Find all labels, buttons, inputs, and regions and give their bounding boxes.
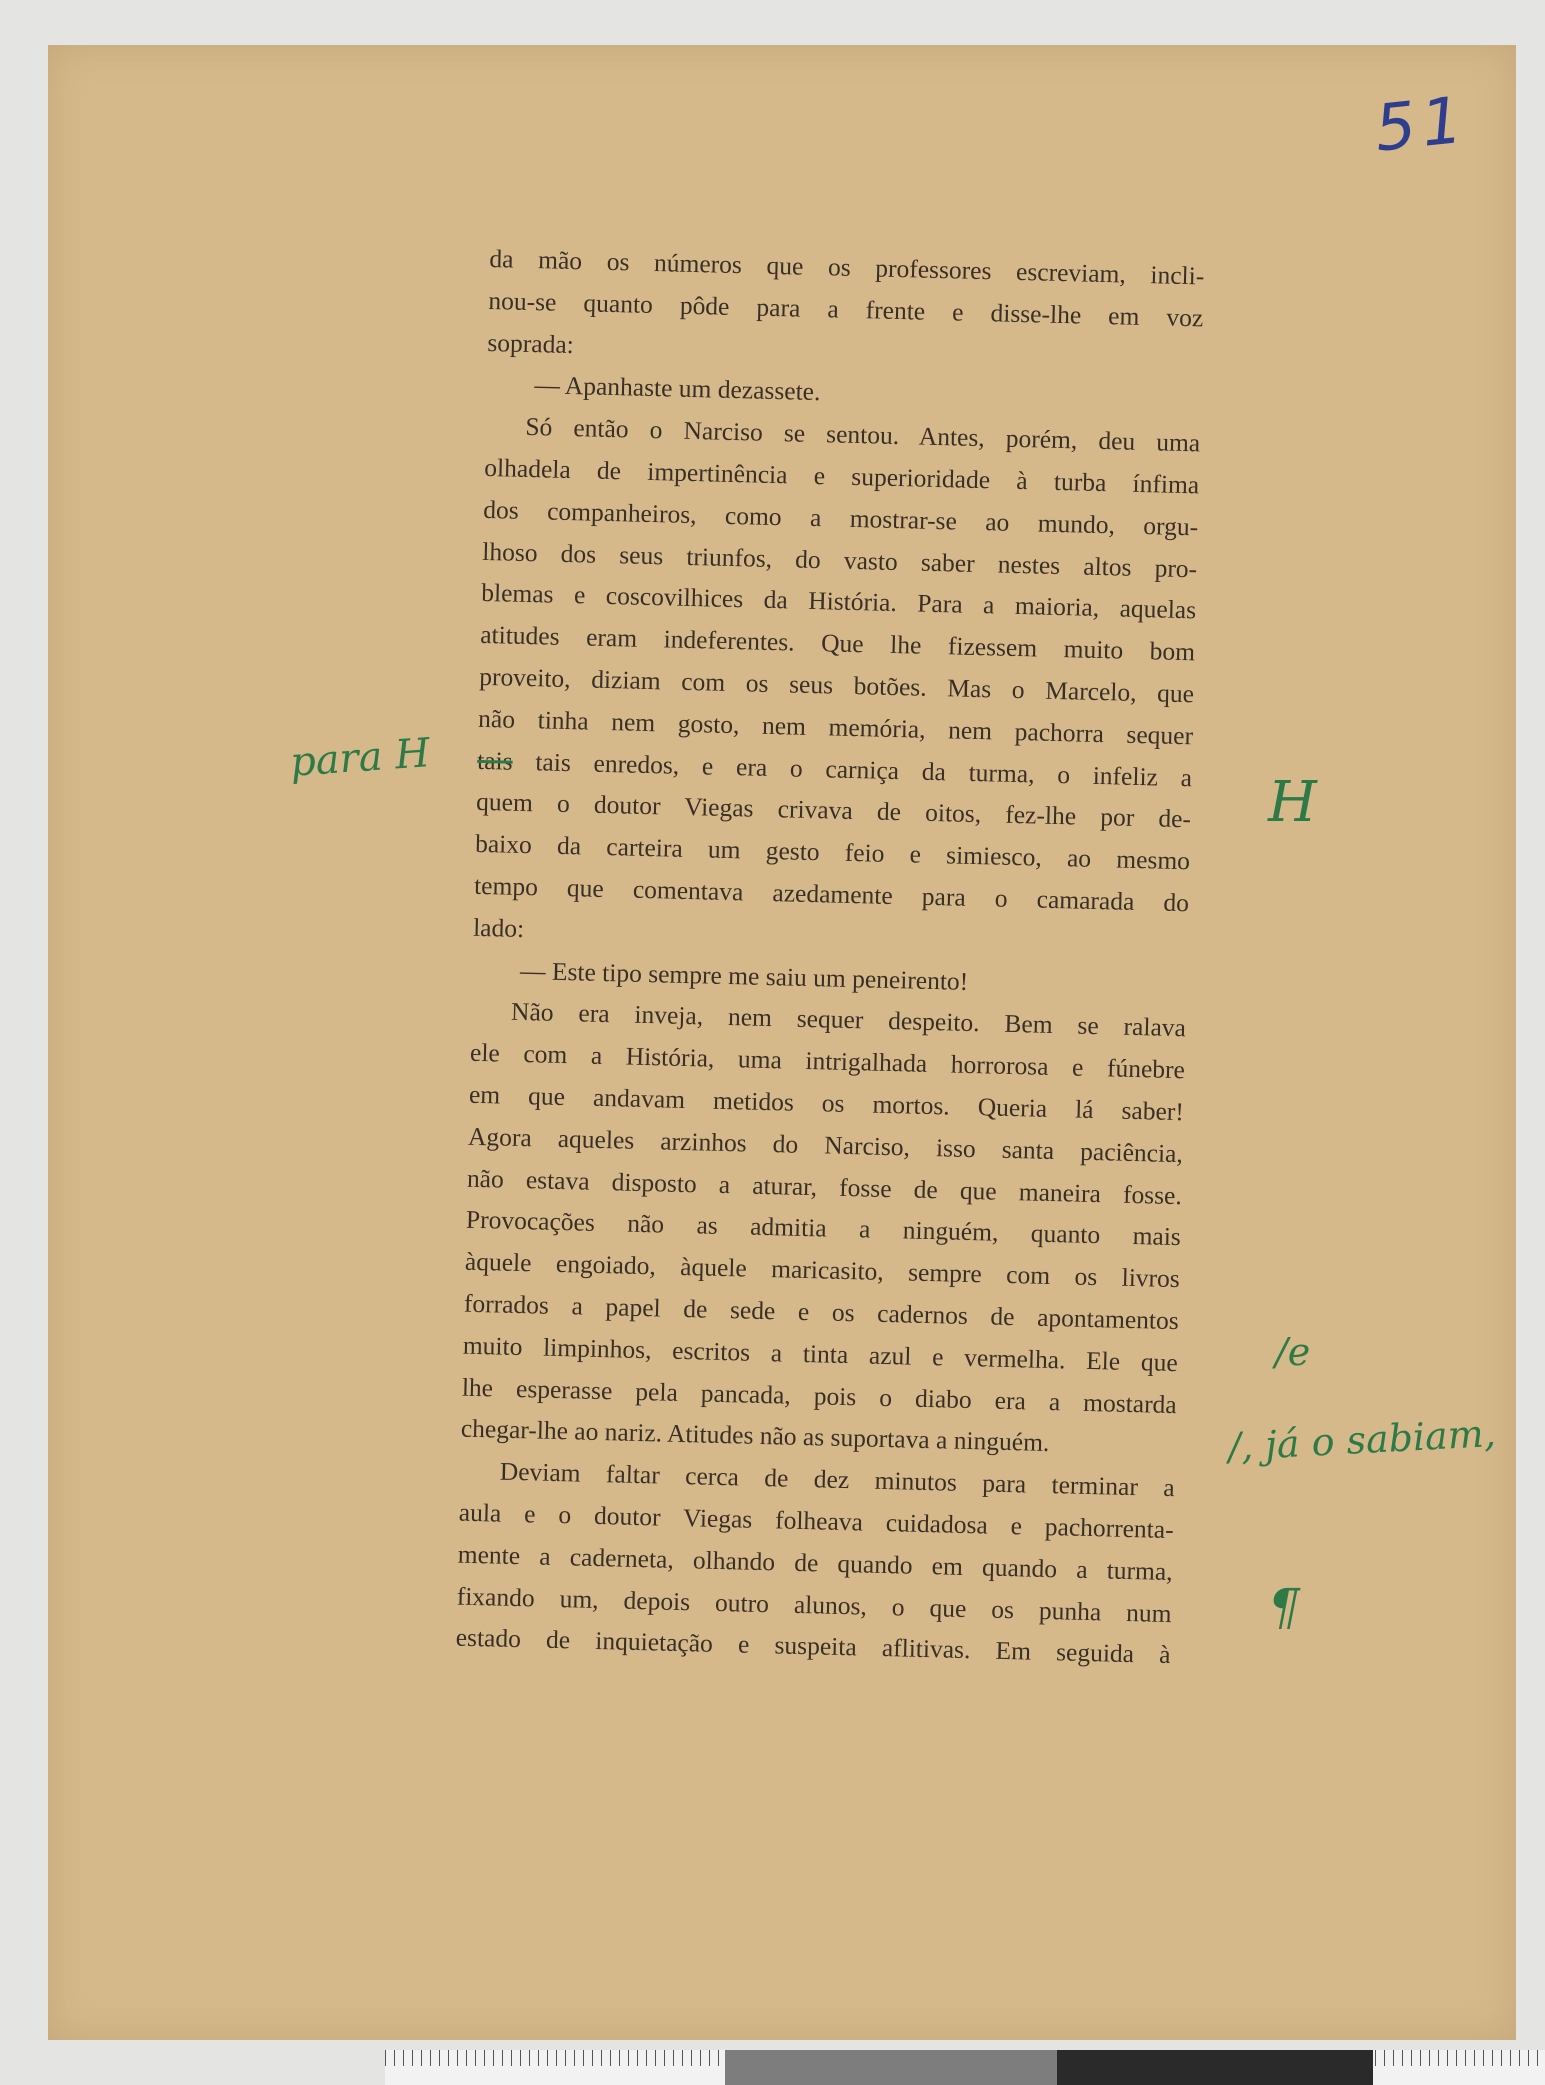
margin-note-right-1: H bbox=[1268, 770, 1317, 835]
typescript-line: mente a caderneta, olhando de quando em quando a turma, bbox=[457, 1539, 1173, 1586]
typescript-line: não estava disposto a aturar, fosse de que maneira fosse. bbox=[466, 1163, 1183, 1210]
typescript-line: Deviam faltar cerca de dez minutos para terminar a bbox=[499, 1456, 1176, 1503]
typescript-line: blemas e coscovilhices da História. Para a maioria, aquelas bbox=[480, 578, 1197, 625]
typescript-line: lado: bbox=[472, 912, 525, 943]
page-number: 51 bbox=[1371, 83, 1473, 167]
typescript-line: — Este tipo sempre me saiu um peneirento! bbox=[519, 955, 969, 996]
typescript-line: chegar-lhe ao nariz. Atitudes não as suportava a ninguém. bbox=[460, 1413, 1050, 1458]
typescript-line: muito limpinhos, escritos a tinta azul e vermelha. Ele que bbox=[462, 1330, 1179, 1377]
ruler-black-patch bbox=[1057, 2050, 1373, 2085]
margin-note-right-3: /, já o sabiam, bbox=[1227, 1411, 1497, 1469]
typescript-line: quem o doutor Viegas crivava de oitos, fez-lhe por de- bbox=[475, 787, 1192, 834]
margin-note-left: para H bbox=[288, 730, 432, 786]
typescript-line: Só então o Narciso se sentou. Antes, porém, deu uma bbox=[525, 412, 1201, 458]
ruler-grey-patch bbox=[725, 2050, 1077, 2085]
typescript-line: Provocações não as admitia a ninguém, quanto mais bbox=[465, 1205, 1182, 1252]
typescript-line: lhoso dos seus triunfos, do vasto saber nestes altos pro- bbox=[481, 536, 1198, 583]
typescript-line: em que andavam metidos os mortos. Queria lá saber! bbox=[468, 1079, 1185, 1127]
typescript-line: àquele engoiado, àquele maricasito, sempre com os livros bbox=[464, 1246, 1181, 1294]
typescript-line: soprada: bbox=[487, 327, 575, 359]
typescript-line: ele com a História, uma intrigalhada horrorosa e fúnebre bbox=[469, 1037, 1186, 1085]
typescript-line: Não era inveja, nem sequer despeito. Bem se ralava bbox=[510, 997, 1187, 1043]
typescript-line: baixo da carteira um gesto feio e simiesco, ao mesmo bbox=[474, 828, 1191, 876]
typescript-line: — Apanhaste um dezassete. bbox=[534, 370, 821, 407]
typescript-line: tais tais enredos, e era o carniça da turma, o infeliz a bbox=[476, 745, 1193, 792]
typescript-line: nou-se quanto pôde para a frente e disse-lhe em voz bbox=[488, 285, 1204, 333]
typescript-line: proveito, diziam com os seus botões. Mas o Marcelo, que bbox=[478, 661, 1195, 709]
typescript-body bbox=[455, 238, 1205, 1676]
typescript-line: fixando um, depois outro alunos, o que os punha num bbox=[456, 1581, 1172, 1628]
typescript-line: dos companheiros, como a mostrar-se ao mundo, orgu- bbox=[483, 494, 1199, 542]
typescript-line: forrados a papel de sede e os cadernos de apontamentos bbox=[463, 1288, 1180, 1336]
typescript-line: da mão os números que os professores escreviam, incli- bbox=[489, 243, 1205, 291]
typescript-line: tempo que comentava azedamente para o camarada do bbox=[473, 870, 1190, 918]
scan-color-ruler bbox=[385, 2050, 1545, 2085]
struck-word: tais bbox=[476, 745, 514, 776]
typescript-line: não tinha nem gosto, nem memória, nem pachorra sequer bbox=[477, 703, 1194, 751]
margin-note-right-2: /e bbox=[1275, 1330, 1311, 1374]
typescript-line: atitudes eram indeferentes. Que lhe fizessem muito bom bbox=[479, 620, 1196, 667]
typescript-line: olhadela de impertinência e superioridade à turba ínfima bbox=[484, 452, 1200, 500]
typescript-line: lhe esperasse pela pancada, pois o diabo era a mostarda bbox=[461, 1372, 1178, 1419]
typescript-line: Agora aqueles arzinhos do Narciso, isso santa paciência, bbox=[467, 1121, 1184, 1168]
margin-note-right-4: ¶ bbox=[1268, 1578, 1300, 1636]
typescript-line: aula e o doutor Viegas folheava cuidadosa e pachorrenta- bbox=[458, 1497, 1175, 1544]
typescript-line: estado de inquietação e suspeita aflitivas. Em seguida à bbox=[455, 1622, 1171, 1670]
